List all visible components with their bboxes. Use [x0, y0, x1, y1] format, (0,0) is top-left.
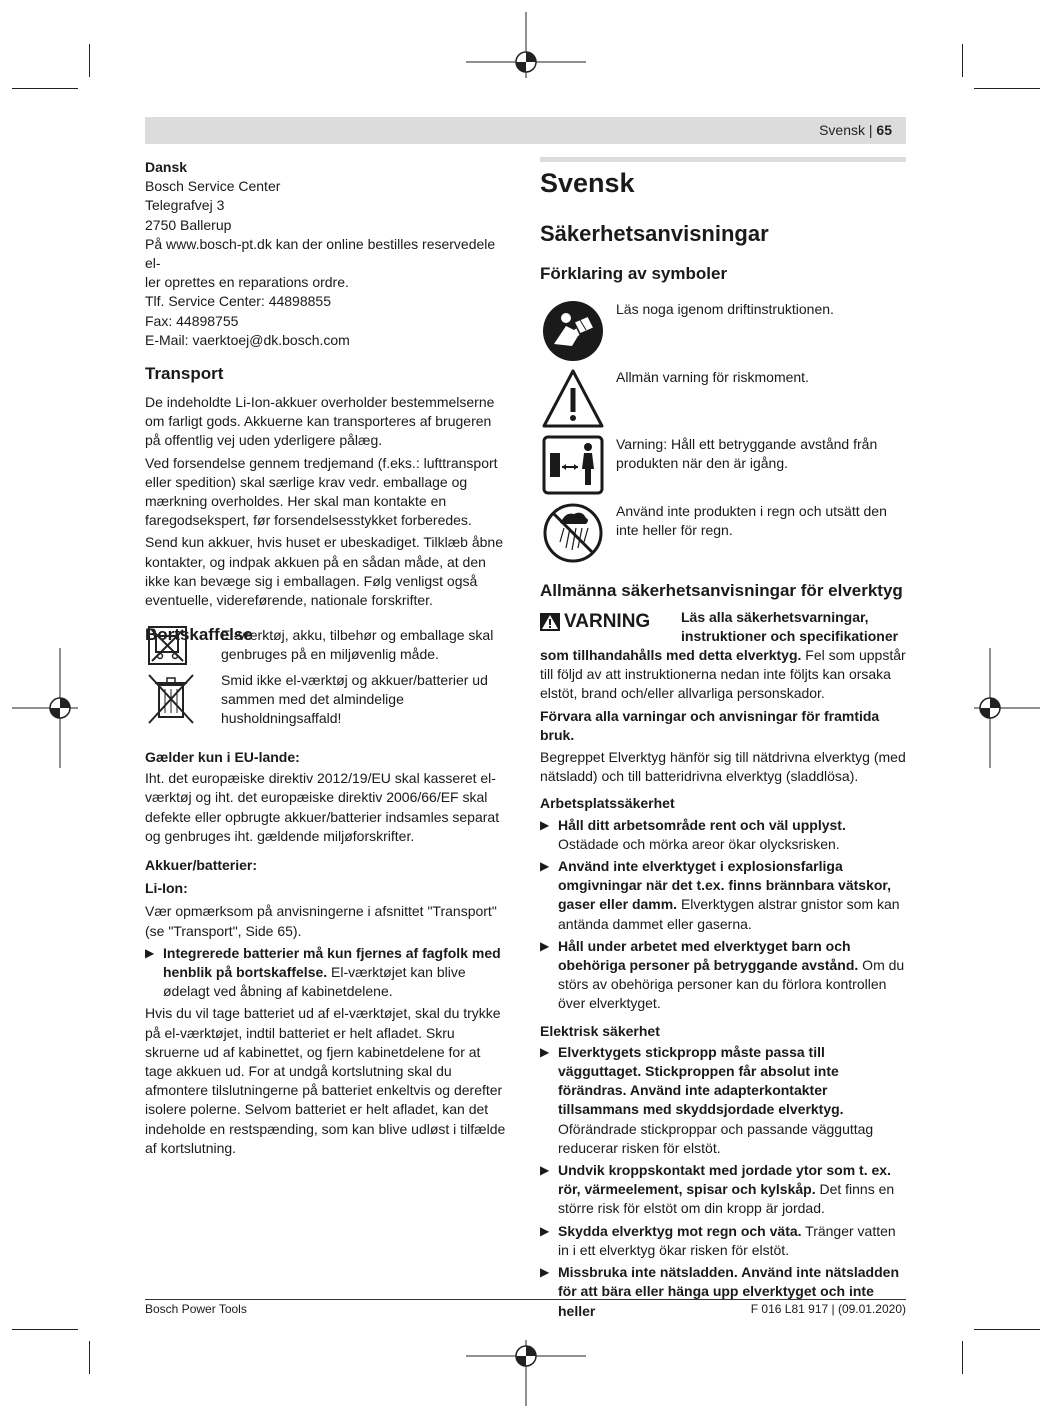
bullet-bold: Skydda elverktyg mot regn och väta. [558, 1222, 802, 1239]
transport-title: Transport [145, 364, 224, 384]
bullet-item [540, 816, 906, 854]
footer-right: F 016 L81 917 | (09.01.2020) [750, 1302, 906, 1316]
dansk-title: Dansk [145, 159, 188, 175]
symbol-row [542, 300, 906, 362]
disposal-item [145, 626, 510, 666]
crop-mark [12, 1329, 78, 1330]
no-rain-icon [542, 502, 604, 564]
workplace-title: Arbetsplatssäkerhet [540, 795, 675, 812]
symbol-text: Använd inte produkten i regn och utsätt den inte heller för regn. [616, 503, 887, 539]
bullet-triangle-icon: ▶ [540, 938, 550, 953]
language-title: Svensk [540, 168, 635, 198]
bullet-text: Oförändrade stickproppar och passande vägguttag reducerar risken för elstöt. [558, 1120, 874, 1156]
address-line: Bosch Service Center [145, 178, 281, 195]
disposal-text: El-værktøj, akku, tilbehør og emballage skal genbruges på en miljøvenlig måde. [221, 627, 494, 663]
bullet-bold: Integrerede batterier må kun fjernes af fagfolk med henblik på bortskaffelse. [163, 944, 501, 981]
dansk-address [145, 177, 510, 350]
crop-mark [89, 1341, 90, 1374]
crop-mark [962, 1341, 963, 1374]
bullet-triangle-icon: ▶ [540, 817, 550, 832]
recycle-packaging-icon [148, 626, 188, 666]
warning-word: VARNING [564, 611, 651, 632]
warning-bold-line: Läs alla säkerhetsvarningar, [681, 609, 869, 625]
bullet-triangle-icon: ▶ [540, 1265, 550, 1280]
title-rule [540, 157, 906, 162]
registration-mark-bottom [466, 1340, 586, 1406]
bullet-triangle-icon: ▶ [145, 945, 155, 960]
right-column [540, 580, 906, 1324]
eu-text: Iht. det europæiske direktiv 2012/19/EU skal kasseret el-værktøj og iht. det europæiske direktiv 2006/66/EF skal defekte eller opbrugte akkuer/batterier indsamles separat og genbruges iht. gældende miljøforskrifter. [145, 770, 500, 844]
keep-text: Förvara alla varningar och anvisningar för framtida bruk. [540, 707, 880, 743]
liion-title: Li-Ion: [145, 880, 188, 897]
crop-mark [974, 88, 1040, 89]
bullet-triangle-icon: ▶ [540, 859, 550, 874]
final-text: Hvis du vil tage batteriet ud af el-værktøjet, skal du trykke på el-værktøjet, indtil batteriet er helt afladet. Skru skruerne ud af kabinettet, og fjern kabinetdelene for at tage akkuen ud. For at undgå kortslutning skal du afmontere tilslutningerne på batteriet enkeltvis og derefter isolere polerne. Selvom batteriet er helt afladet, kan det indeholde en restspænding, som kan blive udløst i tilfælde af kortslutning. [145, 1005, 506, 1156]
header-text [819, 122, 892, 138]
transport-paragraph: Send kun akkuer, hvis huset er ubeskadiget. Tilklæb åbne kontakter, og indpak akkuen på en sådan måde, at den ikke kan bevæge sig i emballagen. Følg venligst også eventuelle, videreførende, nationale forskrifter. [145, 534, 503, 609]
bortskaffelse-title: Bortskaffelse [145, 625, 253, 645]
registration-mark-right [974, 648, 1040, 768]
warning-bold-block [681, 608, 898, 646]
left-column-lower [145, 740, 510, 1161]
symbol-row [542, 502, 906, 564]
address-line: 2750 Ballerup [145, 216, 232, 233]
bullet-bold: Håll under arbetet med elverktyget barn och obehöriga personer på betryggande avstånd. [558, 937, 859, 974]
warning-bold-cont: som tillhandahålls med detta elverktyg. [540, 647, 802, 663]
bullet-text: El-værktøjet kan blive ødelagt ved åbning af kabinetdelene. [163, 964, 466, 1000]
registration-mark-top [466, 12, 586, 78]
bullet-triangle-icon: ▶ [540, 1044, 550, 1059]
symbol-text: Allmän varning för riskmoment. [616, 369, 809, 385]
bullet-triangle-icon: ▶ [540, 1223, 550, 1238]
header-section: Svensk [819, 122, 865, 138]
bullet-text: Om du störs av obehöriga personer kan du förlora kontrollen över elverktyget. [558, 957, 905, 1012]
symbol-text: Varning: Håll ett betryggande avstånd från produkten när den är igång. [616, 436, 878, 472]
page-number: 65 [876, 122, 892, 138]
crop-mark [974, 1329, 1040, 1330]
akku-title: Akkuer/batterier: [145, 857, 258, 874]
safety-title: Säkerhetsanvisningar [540, 221, 769, 246]
liion-text: Vær opmærksom på anvisningerne i afsnittet "Transport" (se "Transport", Side 65). [145, 903, 497, 939]
address-line: Telegrafvej 3 [145, 197, 225, 214]
warning-rest: Fel som uppstår till följd av att instruktionerna nedan inte följts kan orsaka elstöt, brand och/eller allvarliga personskador. [540, 647, 906, 702]
safe-distance-icon [542, 435, 604, 497]
general-title: Allmänna säkerhetsanvisningar för elverktyg [540, 581, 903, 600]
bullet-bold: Håll ditt arbetsområde rent och väl upplyst. [558, 816, 846, 833]
footer-rule [145, 1299, 906, 1300]
bullet-text: Elverktygen alstrar gnistor som kan antända dammet eller gaserna. [558, 896, 900, 932]
term-text: Begreppet Elverktyg hänför sig till nätdrivna elverktyg (med nätsladd) och till batteridrivna elverktyg (sladdlösa). [540, 749, 906, 785]
warning-paragraph [540, 646, 906, 704]
electrical-title: Elektrisk säkerhet [540, 1022, 660, 1039]
address-line: Tlf. Service Center: 44898855 [145, 293, 331, 310]
crossed-bin-icon [145, 671, 197, 727]
bullet-item [540, 857, 906, 934]
bullet-item [540, 1043, 906, 1158]
bullet-bold: Missbruka inte nätsladden. Använd inte nätsladden för att bära eller hänga upp elverktyget och inte heller [558, 1264, 899, 1319]
crop-mark [12, 88, 78, 89]
warning-header [540, 608, 906, 646]
address-line: ler oprettes en reparations ordre. [145, 274, 349, 291]
bullet-item [540, 1161, 906, 1219]
transport-paragraph: Ved forsendelse gennem tredjemand (f.eks.: lufttransport eller spedition) skal særlige krav vedr. emballage og mærkning overholdes. Her skal man kontakte en faregodsekspert, før forsendelsesstykket forberedes. [145, 454, 498, 529]
left-column [145, 158, 510, 654]
registration-mark-left [12, 648, 78, 768]
address-line: E-Mail: vaerktoej@dk.bosch.com [145, 331, 350, 348]
crop-mark [89, 44, 90, 77]
address-line: Fax: 44898755 [145, 312, 239, 329]
bullet-bold: Elverktygets stickpropp måste passa till vägguttaget. Stickproppen får absolut inte förändras. Använd inte adapterkontakter tillsammans med skyddsjordade elverktyg. [558, 1043, 844, 1118]
disposal-item [145, 671, 510, 731]
header-separator: | [868, 122, 873, 138]
read-manual-icon [542, 300, 604, 362]
warning-label [540, 612, 650, 631]
bullet-text: Tränger vatten in i ett elverktyg ökar risken för elstöt. [558, 1222, 896, 1258]
symbol-row [542, 435, 906, 497]
warning-small-icon [540, 613, 560, 631]
eu-title: Gælder kun i EU-lande: [145, 749, 300, 765]
symbols-title: Förklaring av symboler [540, 264, 728, 283]
bullet-text: Det finns en större risk för elstöt om din kropp är jordad. [558, 1181, 895, 1217]
symbol-text: Läs noga igenom driftinstruktionen. [616, 301, 834, 317]
bullet-text: Ostädade och mörka areor ökar olycksrisken. [558, 835, 840, 852]
footer-left: Bosch Power Tools [145, 1302, 247, 1316]
bullet-bold: Använd inte elverktyget i explosionsfarliga omgivningar när det t.ex. finns brännbara vätskor, gaser eller damm. [558, 858, 891, 913]
bullet-item [540, 1222, 906, 1260]
bullet-bold: Undvik kroppskontakt med jordade ytor som t. ex. rör, värmeelement, spisar och kylskåp. [558, 1162, 891, 1198]
bullet-triangle-icon: ▶ [540, 1163, 550, 1178]
warning-triangle-icon [542, 368, 604, 430]
address-line: På www.bosch-pt.dk kan der online bestilles reservedele el- [145, 235, 496, 272]
page-header [145, 117, 906, 144]
bullet-item [145, 944, 510, 1002]
bullet-item [540, 937, 906, 1014]
transport-paragraph: De indeholdte Li-Ion-akkuer overholder bestemmelserne om farligt gods. Akkuerne kan transporteres af brugeren på offentlig vej uden yderligere pålæg. [145, 394, 495, 449]
symbol-row [542, 368, 906, 430]
crop-mark [962, 44, 963, 77]
disposal-text: Smid ikke el-værktøj og akkuer/batterier ud sammen med det almindelige husholdningsaffald! [221, 672, 488, 727]
warning-bold-line: instruktioner och specifikationer [681, 628, 899, 645]
